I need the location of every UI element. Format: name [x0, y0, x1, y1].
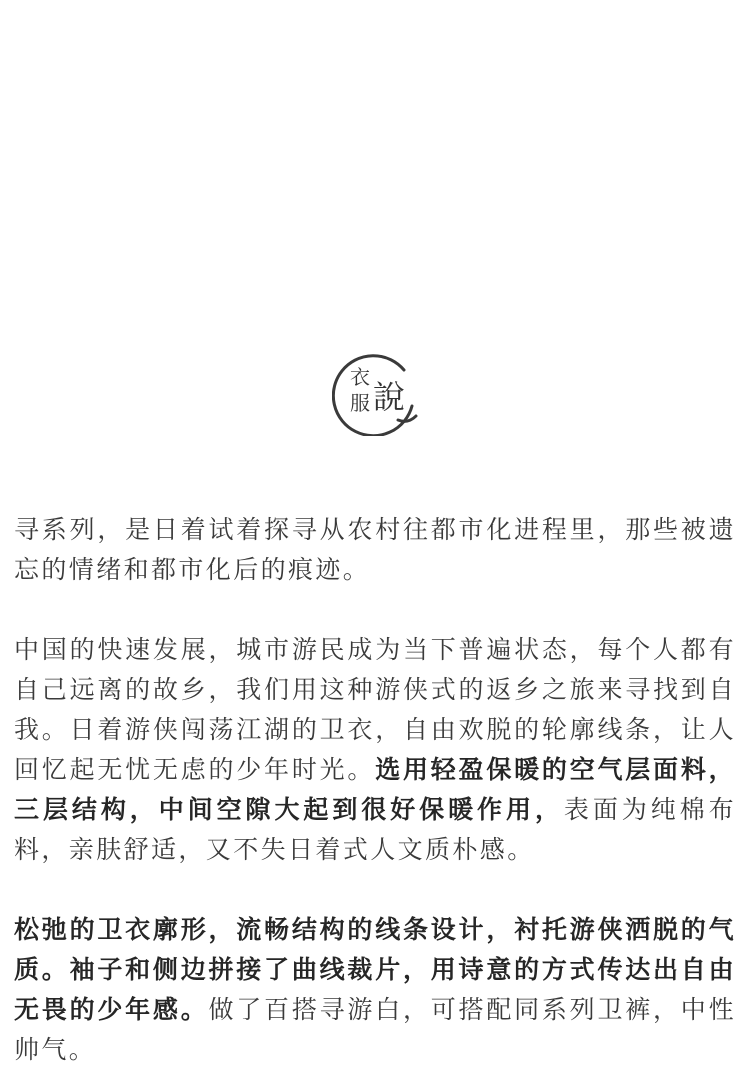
logo-char-yi: 衣 [350, 365, 370, 389]
paragraph-design [14, 910, 736, 1070]
paragraph-text: 中国的快速发展，城市游民成为当下普遍状态，每个人都有自己远离的故乡，我们用这种游侠式的返乡之旅来寻找到自我。日着游侠闯荡江湖的卫衣，自由欢脱的轮廓线条，让人回忆起无忧无虑的少年时光。 [14, 635, 736, 784]
brand-logo [332, 350, 418, 436]
paragraph-text: 做了百搭寻游白，可搭配同系列卫裤，中性帅气。 [14, 995, 736, 1064]
paragraph-text: 表面为纯棉布料，亲肤舒适，又不失日着式人文质朴感。 [14, 795, 736, 864]
logo-emblem-icon [332, 350, 418, 436]
paragraph-highlight: 松弛的卫衣廓形，流畅结构的线条设计，衬托游侠洒脱的气质。袖子和侧边拼接了曲线裁片，用诗意的方式传达出自由无畏的少年感。 [14, 915, 736, 1024]
article-body [14, 510, 736, 1070]
paragraph-fabric [14, 630, 736, 870]
paragraph-text: 寻系列，是日着试着探寻从农村往都市化进程里，那些被遗忘的情绪和都市化后的痕迹。 [14, 515, 736, 584]
logo-char-shuo: 說 [372, 378, 406, 416]
logo-char-fu: 服 [350, 391, 370, 415]
paragraph-highlight: 选用轻盈保暖的空气层面料，三层结构，中间空隙大起到很好保暖作用， [14, 755, 737, 824]
paragraph-intro [14, 510, 736, 590]
